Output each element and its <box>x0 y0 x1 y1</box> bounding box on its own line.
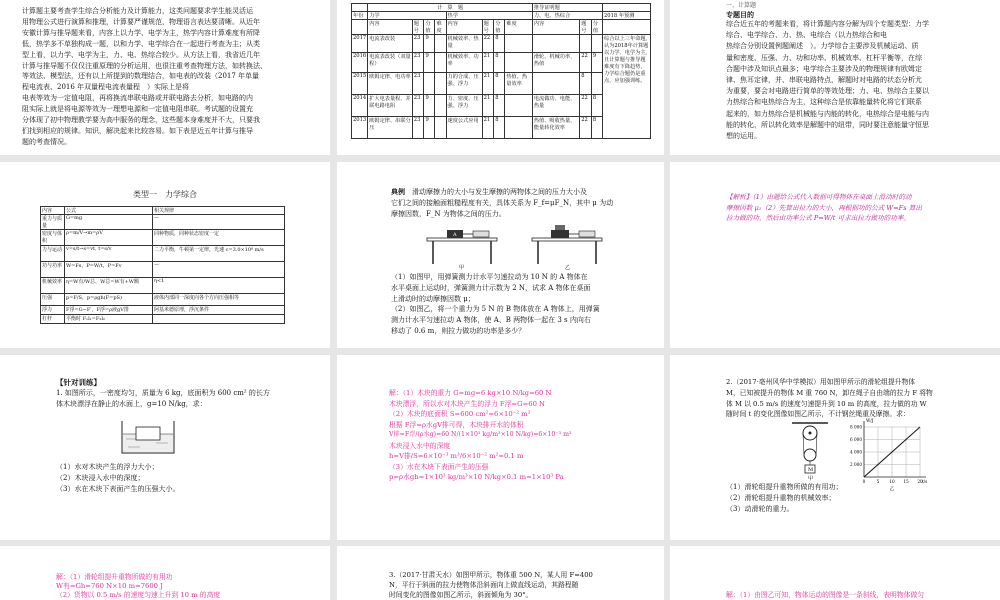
formula-table <box>40 206 285 324</box>
text-line: 体 M 以 0.5 m/s 的速度匀速提升到 10 m 的高度，拉力做的功 W <box>726 399 927 408</box>
text-line: 随时间 t 的变化图像如图乙所示，不计钢丝绳重及摩擦。求： <box>726 410 910 419</box>
text-line: 解：（1）滑轮组提升重物所做的有用功 <box>56 573 173 581</box>
slide-title: 类型一 力学综合 <box>133 190 197 199</box>
solution-text <box>389 388 659 483</box>
text-line: 们找到相应的规律。知识，解决起来比较容易。如下表是近五年计算与推导 <box>22 126 253 135</box>
text-line: 为重要，要会对电路进行简单的等效处理；力、电、热综合主要以 <box>726 87 929 96</box>
text-line: 3.（2017·甘肃天水）如图甲所示，物体重 500 N，某人用 F=400 <box>389 571 593 579</box>
text-line: 木块漂浮，所以水对木块产生的浮力 F浮=G=60 N <box>389 399 545 408</box>
practice-subquestions <box>726 482 998 515</box>
spring-scale-icon <box>473 231 489 237</box>
table-header <box>603 20 651 35</box>
table-cell <box>603 4 651 12</box>
table-row: 杠杆 平衡时 F₁l₁=F₂l₂ <box>41 315 285 324</box>
slide-practice-1[interactable] <box>0 355 330 540</box>
example-lead: 典例 <box>391 187 405 196</box>
text-line: （2）木块浸入水中的深度； <box>56 474 145 482</box>
friction-diagram <box>417 224 617 270</box>
text-line: N，平行于斜面的拉力使物体沿斜面向上做直线运动，其路程随 <box>389 581 579 589</box>
text-line: 阻实际上就是将电源等效为一理想电源和一定值电阻串联。考试题的设置充 <box>22 105 253 114</box>
text-line: 它们之间的接触面粗糙程度有关，具体关系为 F_f=μF_N，其中 μ 为动 <box>391 199 614 207</box>
table-row: 密度与体积 ρ=m/V→m=ρV 同种物质，同种状态密度一定 <box>41 230 285 246</box>
text-line: 摩擦因数 μ₁（2）先算出拉力的大小，再根据功的公式 W=Fs 算出 <box>726 203 922 212</box>
x-tick-label: 0 <box>862 479 866 484</box>
example-intro <box>391 186 651 220</box>
block-a <box>551 230 569 238</box>
text-line: 摩擦因数，F_N 为物体之间的压力。 <box>391 210 506 218</box>
text-line: （2）货物以 0.5 m/s 的速度匀速上升到 10 m 的高度 <box>56 591 221 599</box>
intro-text <box>22 6 322 148</box>
pulley-diagram <box>790 421 830 481</box>
text-line: 解：（1）木块的重力 G=mg=6 kg×10 N/kg=60 N <box>389 389 552 397</box>
table-header: 难度 <box>435 20 446 35</box>
practice-question <box>726 377 998 420</box>
svg-text:甲: 甲 <box>808 476 814 481</box>
practice-question <box>389 570 661 600</box>
table-header: 题号 <box>412 20 424 35</box>
block-b <box>555 225 565 230</box>
table-header: 内容 <box>532 20 579 35</box>
table-row: 浮力 F浮=G−F′，F浮=ρ液gV排 阿基米德原理，浮沉条件 <box>41 306 285 315</box>
text-line: 测力计水平匀速拉动 A 物体，使 A、B 两物体一起在 3 s 内向右 <box>391 316 591 325</box>
text-line: （2）滑轮组提升重物的机械效率； <box>726 494 836 502</box>
text-line: （3）动滑轮的重力。 <box>726 505 794 513</box>
forecast-cell: 综合以上三年命题,认为2018年计算题以力学、电学为主,且计算题与推导题难度有下降趋势，力学综合题仍是重点，应加强训练。 <box>603 35 651 139</box>
svg-text:M: M <box>808 467 814 473</box>
text-line: W有=Gh=760 N×10 m=7600 J <box>56 582 163 590</box>
text-line: 律、焦耳定律，并、串联电路特点，解题时对电路的状态分析尤 <box>726 76 922 85</box>
table-header: 难度 <box>505 20 533 35</box>
slide-solution-1[interactable] <box>337 355 664 540</box>
text-line: 热综合分别设置例题阐述 ）。力学综合主要涉及机械运动、质 <box>726 42 919 51</box>
section-heading: 专题目的 <box>726 10 754 19</box>
section-label: 一、计算题 <box>726 2 757 9</box>
table-group-header: 计 算 题 <box>368 4 533 12</box>
text-line: 体木块漂浮在静止的水面上，g=10 N/kg，求： <box>56 400 207 408</box>
table-header: 题号 <box>580 20 592 35</box>
text-line: 水平桌面上运动时，弹簧测力计示数为 2 N，试求 A 物体在桌面 <box>391 283 591 292</box>
text-line: p=ρ水gh=1×10³ kg/m³×10 N/kg×0.1 m=1×10³ Pa <box>389 473 564 481</box>
table-group-header: 力学 <box>368 12 446 20</box>
text-line: 计算题主要考查学生综合分析能力及计算能力，这类问题要求学生能灵活运 <box>22 7 253 15</box>
text-line: 拉力做的功，然后由功率公式 P=W/t 可求出拉力做功的功率。 <box>726 214 911 223</box>
exam-analysis-table <box>351 3 651 139</box>
text-line: 用物理公式进行演算和推理，计算要严谨规范，物理语言表达要清晰。从近年 <box>22 17 260 26</box>
figure-label: 乙 <box>889 487 895 491</box>
text-line: （1）如图甲，用弹簧测力计水平匀速拉动为 10 N 的 A 物体在 <box>391 273 588 281</box>
text-line: 1. 如图所示，一密度均匀，质量为 6 kg，底面积为 600 cm² 的长方 <box>56 389 270 397</box>
floating-block-diagram <box>118 417 178 457</box>
slide-analysis[interactable] <box>670 162 1000 348</box>
text-line: 安徽计算与推导题来看，内容上以力学、电学为主，热学内容计算难度有所降 <box>22 28 260 37</box>
spring-scale-icon <box>579 231 595 237</box>
text-line: 2.（2017·亳州风华中学模拟）用如图甲所示的滑轮组提升物体 <box>726 378 916 386</box>
movable-pulley-icon <box>804 449 816 461</box>
slide-mechanics-formulas[interactable] <box>0 162 330 348</box>
table-header: 年份 <box>352 12 368 20</box>
text-line: 想的运用。 <box>726 132 761 141</box>
text-line: （1）滑轮组提升重物所做的有用功； <box>726 483 843 491</box>
y-tick-label: 8 000 <box>850 424 862 430</box>
solution-text <box>56 573 326 600</box>
table-header: 公式 <box>65 207 153 215</box>
slide-practice-2[interactable] <box>670 355 1000 540</box>
table-header: 分值 <box>494 20 505 35</box>
table-group-header: 力、电、热综合 <box>532 12 602 20</box>
table-row: 2016 电流表改装（双量程） 23 9 机械效率、功率 21 8 滑轮、机械功率、热值 22 9 <box>352 53 651 73</box>
table-header: 内容 <box>41 207 65 215</box>
text-line: 时间变化的图像如图乙所示，斜面倾角为 30°。 <box>389 591 533 599</box>
text-line: M，已知被提升的物体 M 重 760 N，卸在绳子自由端的拉力 F 将物 <box>726 388 933 397</box>
text-line: 量和密度、压强、力、功和功率、机械效率、杠杆平衡等，在综 <box>726 53 922 62</box>
table-row: 2013 欧姆定律、串联分压 23 9 速度公式应用 21 8 热值、吸收热量、能量转化效率 22 8 <box>352 117 651 139</box>
slide-solution-2[interactable] <box>0 546 330 600</box>
y-axis-label: W/J <box>866 418 874 423</box>
table-row: 机械效率 η=W有/W总，W总=W有+W额 η<1 <box>41 278 285 294</box>
table-figure-b <box>532 225 602 270</box>
text-line: 分体现了初中物理教学要为高中服务的理念，这些题本身难度并不大，只要我 <box>22 116 260 125</box>
y-tick-label: 6 000 <box>850 437 862 442</box>
x-tick-label: 5 <box>876 479 880 484</box>
text-line: 移动了 0.6 m，则拉力做功的功率是多少？ <box>391 326 526 335</box>
text-line: （3）水在木块下表面产生的压强 <box>389 462 489 471</box>
slide-example-friction[interactable] <box>337 162 664 348</box>
text-line: （3）水在木块下表面产生的压强大小。 <box>56 485 180 493</box>
work-time-chart <box>842 415 932 491</box>
table-header: 分值 <box>424 20 435 35</box>
table-row: 2014 扩大电表量程、并联电路电阻 23 9 力、密度、压强、浮力 21 8 电流做功、电能、热量 22 8 <box>352 95 651 117</box>
text-line: 等效法、模型法，还有以上所提到的数理结合，如电表的改装（2017 年单量 <box>22 72 260 81</box>
analysis-text <box>726 192 998 224</box>
table-header: 相关规律 <box>153 207 285 215</box>
table-figure-a <box>427 230 497 270</box>
table-corner <box>352 4 368 12</box>
text-line: 木块浸入水中的深度 <box>389 441 451 450</box>
table-row: 压强 p=F/S，p=ρgh(F=pS) 液体内部同一深度向各个方向压强相等 <box>41 294 285 306</box>
table-row: 力与运动 v=s/t→s=vt, t=s/v 二力平衡，牛顿第一定律，光速 c=3.0×10⁸ m/s <box>41 246 285 262</box>
text-line: 程电流表、2016 年双量程电流表量程 ）实际上是将 <box>22 83 190 92</box>
table-group-header: 热学 <box>446 12 532 20</box>
solution-text <box>726 590 998 600</box>
slide-topic-purpose[interactable] <box>670 0 1000 155</box>
slide-practice-3[interactable] <box>337 546 664 600</box>
wood-block <box>136 427 160 440</box>
y-tick-label: 4 000 <box>850 449 862 455</box>
text-line: 低，热学多不单独构成一题，以和力学、电学综合在一起进行考查为主；从类 <box>22 39 260 48</box>
text-line: 典例 滑动摩擦力的大小与发生摩擦的两物体之间的压力大小及 <box>391 187 587 196</box>
text-line: 计算与推导题不仅仅注重原理的分析运用，也很注重考查物理方法，如转换法、 <box>22 61 267 70</box>
practice-subquestions <box>56 462 326 495</box>
text-line: 力热综合和电热综合为主，这种综合是依靠能量转化将它们联系 <box>726 98 922 107</box>
practice-question <box>56 388 326 410</box>
table-group-header: 推导证明题 <box>532 4 602 12</box>
table-header: 题号 <box>482 20 494 35</box>
y-tick-label: 2 000 <box>850 462 862 467</box>
slide-exam-table[interactable] <box>337 0 664 155</box>
figure-label: 甲 <box>459 265 465 270</box>
table-row: 2015 欧姆定律、电功率 23 力的合成、压强、浮力 21 8 热值、热量效率 8 <box>352 73 651 95</box>
purpose-text <box>726 19 996 142</box>
text-line: h=V排/S=6×10⁻³ m³/6×10⁻² m²=0.1 m <box>389 452 524 460</box>
text-line: 【解析】（1）由题给公式代入数据可得物体在桌面上滑动时的动 <box>726 193 912 201</box>
text-line: 综合近五年的考题来看，将计算题内容分解为四个专题类型：力学 <box>726 20 929 28</box>
table-header: 内容 <box>368 20 413 35</box>
text-line: 根据 F浮=ρ水gV排可得，木块排开水的体积 <box>389 420 524 429</box>
figure-label: 乙 <box>565 265 571 270</box>
text-line: （2）木块的底面积 S=600 cm²=6×10⁻² m² <box>389 410 531 418</box>
text-line: 能的转化，所以转化效率是解题中的纽带，同时要注意能量守恒思 <box>726 120 929 129</box>
text-line: （2）如图乙，将一个重力为 5 N 的 B 物体放在 A 物体上，用弹簧 <box>391 305 600 314</box>
text-line: 型上看，以力学、电学为主，力、电、热综合较少。从方法上看，我省近几年 <box>22 50 260 59</box>
table-header: 内容 <box>446 20 482 35</box>
text-line: V排=F浮/(ρ水g)=60 N/(1×10³ kg/m³×10 N/kg)=6×10⁻³ m³ <box>389 431 572 438</box>
slide-solution-3[interactable] <box>670 546 1000 600</box>
text-line: 题的考查情况。 <box>22 137 71 146</box>
block-label-a: A <box>453 232 457 238</box>
slide-intro[interactable] <box>0 0 330 155</box>
text-line: （1）水对木块产生的浮力大小； <box>56 463 159 471</box>
table-header: 2018 年预测 <box>603 12 651 20</box>
table-row: 重力与质量 G=mg — <box>41 215 285 230</box>
text-line: 综合、电学综合、力、热、电综合（以力热综合和电 <box>726 31 887 40</box>
text-line: 合题中涉及知识点最多；电学综合主要涉及的物理规律有欧姆定 <box>726 64 922 73</box>
table-header: 分值 <box>591 20 602 35</box>
table-row: 功与功率 W=Fs，P=W/t，P=Fv — <box>41 262 285 278</box>
x-tick-label: 15 <box>903 479 909 484</box>
text-line: 解：（1）由图乙可知，物体运动的图像是一条斜线，表明物体做匀 <box>726 591 925 599</box>
x-tick-label: 10 <box>889 479 895 484</box>
example-questions <box>391 272 651 337</box>
practice-heading: 【针对训练】 <box>56 378 101 387</box>
text-line: 起来的，如力热综合是机械能与内能的转化，电热综合是电能与内 <box>726 109 929 118</box>
text-line: 上滑动时的动摩擦因数 μ； <box>391 294 475 303</box>
x-axis-label: t/s <box>922 479 928 484</box>
table-row: 2017 电流表改装 23 9 机械效率、热量 22 8 综合以上三年命题,认为2018年计算题以力学、电学为主,且计算题与推导题难度有下降趋势，力学综合题仍是重点，应加强训练。 <box>352 35 651 53</box>
text-line: 电表等效为一定值电阻，再将换流串联电路或并联电路去分析，如电路的内 <box>22 94 253 103</box>
x-tick-label: 20 <box>917 479 923 484</box>
table-header <box>352 20 368 35</box>
